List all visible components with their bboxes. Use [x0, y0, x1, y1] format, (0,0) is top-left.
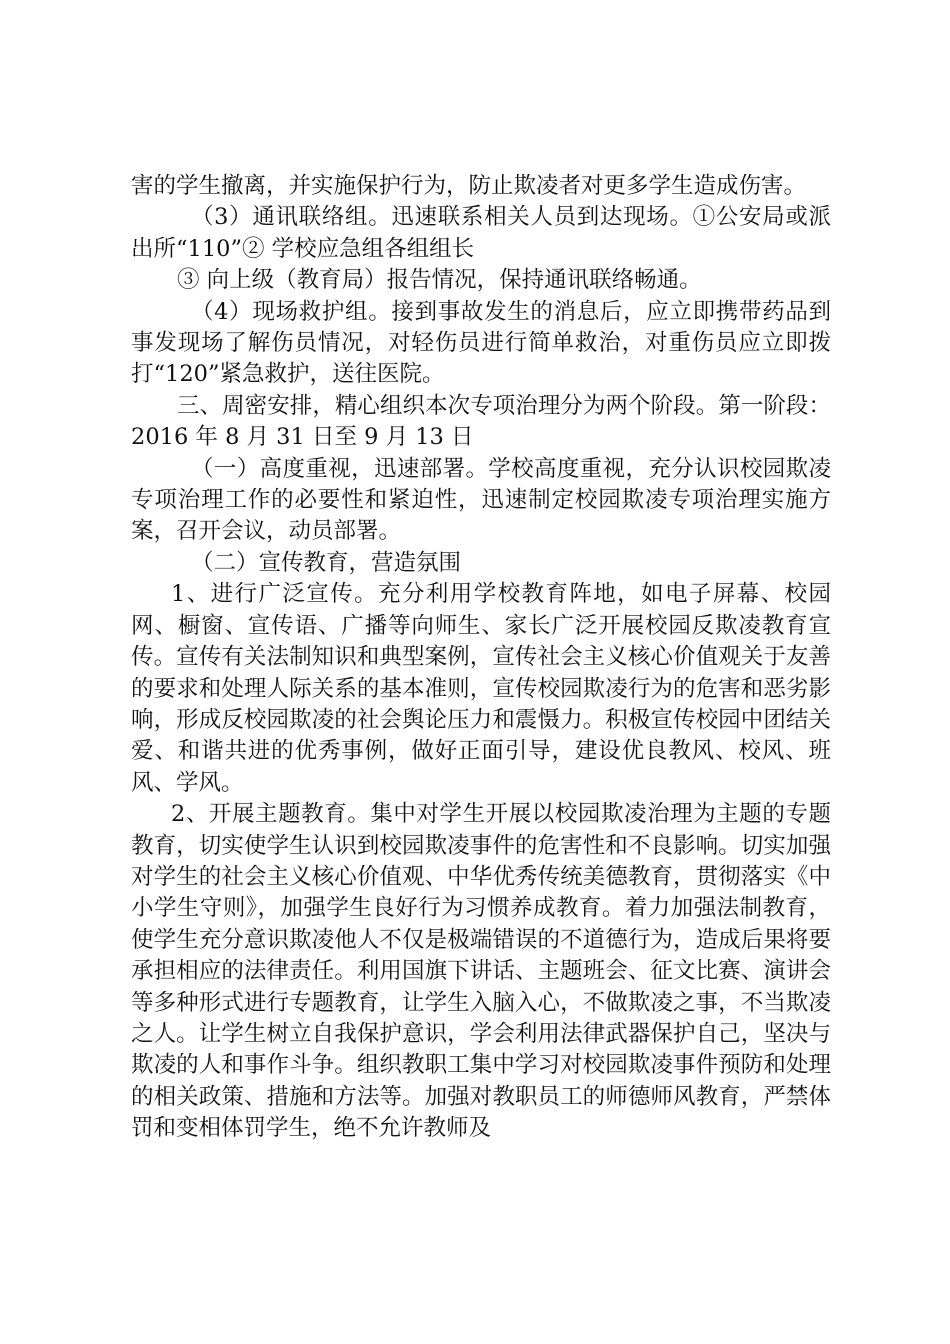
paragraph-subsection-one: （一）高度重视，迅速部署。学校高度重视，充分认识校园欺凌专项治理工作的必要性和紧迫性，迅速制定校园欺凌专项治理实施方案，召开会议，动员部署。 — [131, 455, 831, 545]
paragraph-continuation: 害的学生撤离，并实施保护行为，防止欺凌者对更多学生造成伤害。 — [131, 173, 807, 199]
paragraph-subsection-two: （二）宣传教育，营造氛围 — [191, 549, 462, 576]
paragraph-communication-group: （3）通讯联络组。迅速联系相关人员到达现场。①公安局或派出所“110”② 学校应急组各组组长 — [131, 204, 831, 262]
body-text — [131, 171, 831, 1145]
paragraph-item-one: 1、进行广泛宣传。充分利用学校教育阵地，如电子屏幕、校园网、橱窗、宣传语、广播等向师生、家长广泛开展校园反欺凌教育宣传。宣传有关法制知识和典型案例，宣传社会主义核心价值观关于友善的要求和处理人际关系的基本准则，宣传校园欺凌行为的危害和恶劣影响，形成反校园欺凌的社会舆论压力和震慑力。积极宣传校园中团结关爱、和谐共进的优秀事例，做好正面引导，建设优良教风、校风、班风、学风。 — [131, 581, 831, 796]
paragraph-item-two: 2、开展主题教育。集中对学生开展以校园欺凌治理为主题的专题教育，切实使学生认识到校园欺凌事件的危害性和不良影响。切实加强对学生的社会主义核心价值观、中华优秀传统美德教育，贯彻落实《中小学生守则》，加强学生良好行为习惯养成教育。着力加强法制教育，使学生充分意识欺凌他人不仅是极端错误的不道德行为，造成后果将要承担相应的法律责任。利用国旗下讲话、主题班会、征文比赛、演讲会等多种形式进行专题教育，让学生入脑入心，不做欺凌之事，不当欺凌之人。让学生树立自我保护意识，学会利用法律武器保护自己，坚决与欺凌的人和事作斗争。组织教职工集中学习对校园欺凌事件预防和处理的相关政策、措施和方法等。加强对教职员工的师德师风教育，严禁体罚和变相体罚学生，绝不允许教师及 — [131, 801, 831, 1142]
paragraph-report-superior: ③ 向上级（教育局）报告情况，保持通讯联络畅通。 — [177, 267, 702, 294]
paragraph-section-three: 三、周密安排，精心组织本次专项治理分为两个阶段。第一阶段：2016 年 8 月 31 日至 9 月 13 日 — [131, 392, 831, 451]
paragraph-rescue-group: （4）现场救护组。接到事故发生的消息后，应立即携带药品到事发现场了解伤员情况，对轻伤员进行简单救治，对重伤员应立即拨打“120”紧急救护，送往医院。 — [131, 298, 831, 388]
